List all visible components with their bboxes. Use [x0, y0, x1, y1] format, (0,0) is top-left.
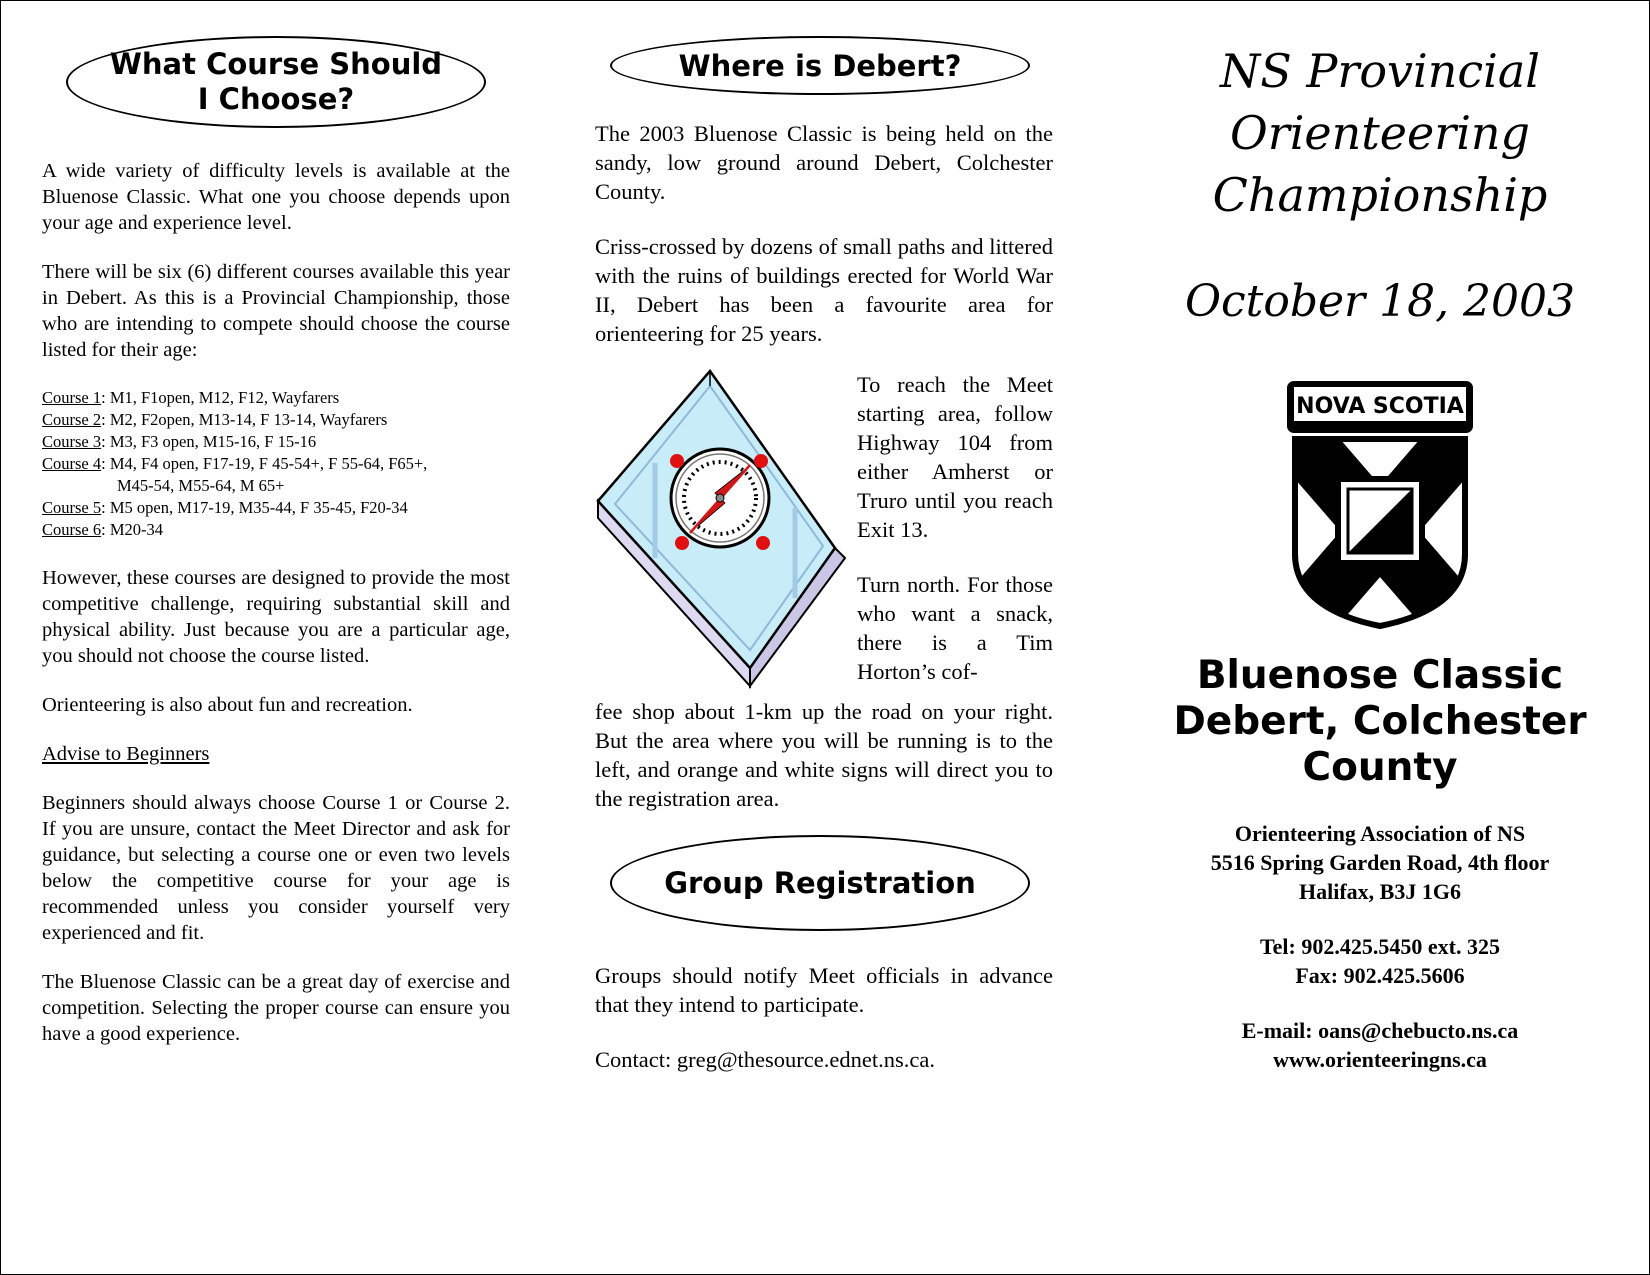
org-name: Orienteering Association of NS — [1234, 821, 1526, 846]
beginner-advice: Beginners should always choose Course 1 or Course 2. If you are unsure, contact the Meet Director and ask for guidance, but selecting a course one or even two levels below the competitive course for your age is recommended unless you consider yourself very experienced and fit. — [42, 792, 510, 944]
compass-dot — [756, 536, 770, 550]
course-classes: : M3, F3 open, M15-16, F 15-16 — [101, 432, 317, 451]
course-label: Course 2 — [42, 410, 102, 429]
email: E-mail: oans@chebucto.ns.ca — [1241, 1018, 1519, 1043]
course-row — [42, 387, 510, 409]
course-row — [42, 519, 510, 541]
group-notify: Groups should notify Meet officials in advance that they intend to participate. — [595, 963, 1053, 1017]
course-label: Course 4 — [42, 454, 102, 473]
compass-dot — [670, 454, 684, 468]
closing-note: The Bluenose Classic can be a great day of exercise and competition. Selecting the proper course can ensure you have a good experience. — [42, 971, 510, 1045]
course-row — [42, 497, 510, 519]
left-panel — [42, 36, 510, 1047]
event-line1: Bluenose Classic — [1196, 653, 1564, 698]
debert-heading-oval — [610, 36, 1030, 95]
course-list — [42, 387, 510, 541]
group-heading: Group Registration — [664, 866, 976, 900]
compass-dot — [675, 536, 689, 550]
fun-recreation: Orienteering is also about fun and recreation. — [42, 694, 413, 716]
debert-history: Criss-crossed by dozens of small paths and littered with the ruins of buildings erected for World War II, Debert has been a favourite area for orienteering for 25 years. — [595, 234, 1053, 346]
telephone: Tel: 902.425.5450 ext. 325 — [1260, 934, 1500, 959]
course-label: Course 5 — [42, 498, 102, 517]
course-classes: : M20-34 — [101, 520, 163, 539]
contact-block — [1160, 1016, 1600, 1074]
fax: Fax: 902.425.5606 — [1295, 963, 1465, 988]
course-classes: : M4, F4 open, F17-19, F 45-54+, F 55-64, F65+, — [101, 454, 428, 473]
course-classes: : M1, F1open, M12, F12, Wayfarers — [101, 388, 340, 407]
course-classes: : M2, F2open, M13-14, F 13-14, Wayfarers — [101, 410, 388, 429]
crest-label: NOVA SCOTIA — [1296, 394, 1464, 419]
event-date: October 18, 2003 — [1184, 276, 1576, 327]
course-heading-line1: What Course Should — [109, 47, 443, 81]
org-street: 5516 Spring Garden Road, 4th floor — [1210, 850, 1550, 875]
nova-scotia-crest-icon — [1285, 379, 1475, 629]
course-label: Course 3 — [42, 432, 102, 451]
website: www.orienteeringns.ca — [1273, 1047, 1487, 1072]
compass-icon — [595, 368, 860, 693]
course-heading-oval — [66, 36, 486, 128]
directions-north: Turn north. For those who want a snack, there is a Tim Horton’s cof- — [857, 572, 1053, 684]
course-challenge: However, these courses are designed to provide the most competitive challenge, requiring substantial skill and physical ability. Just because you are a particular age, you should not choose the course listed. — [42, 567, 510, 667]
course-label: Course 6 — [42, 520, 102, 539]
event-line3: County — [1302, 745, 1458, 790]
directions-block — [595, 370, 1053, 695]
compass-dot — [754, 454, 768, 468]
debert-heading: Where is Debert? — [678, 48, 962, 83]
course-classes: : M5 open, M17-19, M35-44, F 35-45, F20-34 — [101, 498, 408, 517]
advise-heading: Advise to Beginners — [42, 743, 210, 765]
course-row — [42, 431, 510, 453]
phone-block — [1160, 932, 1600, 990]
group-contact: Contact: greg@thesource.ednet.ns.ca. — [595, 1047, 935, 1072]
course-label: Course 1 — [42, 388, 102, 407]
middle-panel — [595, 36, 1053, 1074]
directions-highway: To reach the Meet starting area, follow Highway 104 from either Amherst or Truro until you reach Exit 13. — [857, 372, 1053, 542]
title-line1: NS Provincial — [1220, 44, 1540, 98]
directions-registration: fee shop about 1-km up the road on your right. But the area where you will be running is to the left, and orange and white signs will direct you to the registration area. — [595, 699, 1053, 811]
cover-panel — [1160, 40, 1600, 1074]
course-row — [42, 453, 510, 475]
title-line2: Orienteering — [1230, 106, 1530, 160]
championship-title — [1160, 40, 1600, 226]
organizer-address — [1160, 819, 1600, 906]
event-line2: Debert, Colchester — [1173, 699, 1587, 744]
org-city: Halifax, B3J 1G6 — [1299, 879, 1461, 904]
course-row — [42, 409, 510, 431]
course-heading-line2: I Choose? — [197, 82, 355, 116]
debert-location: The 2003 Bluenose Classic is being held on the sandy, low ground around Debert, Colchester County. — [595, 121, 1053, 204]
event-name — [1160, 653, 1600, 791]
courses-available: There will be six (6) different courses available this year in Debert. As this is a Provincial Championship, those who are intending to compete should choose the course listed for their age: — [42, 261, 510, 361]
course-4-continued: M45-54, M55-64, M 65+ — [117, 476, 285, 495]
title-line3: Championship — [1212, 168, 1548, 222]
course-intro: A wide variety of difficulty levels is available at the Bluenose Classic. What one you choose depends upon your age and experience level. — [42, 160, 510, 234]
directions-text — [857, 370, 1053, 686]
group-heading-oval — [610, 835, 1030, 931]
